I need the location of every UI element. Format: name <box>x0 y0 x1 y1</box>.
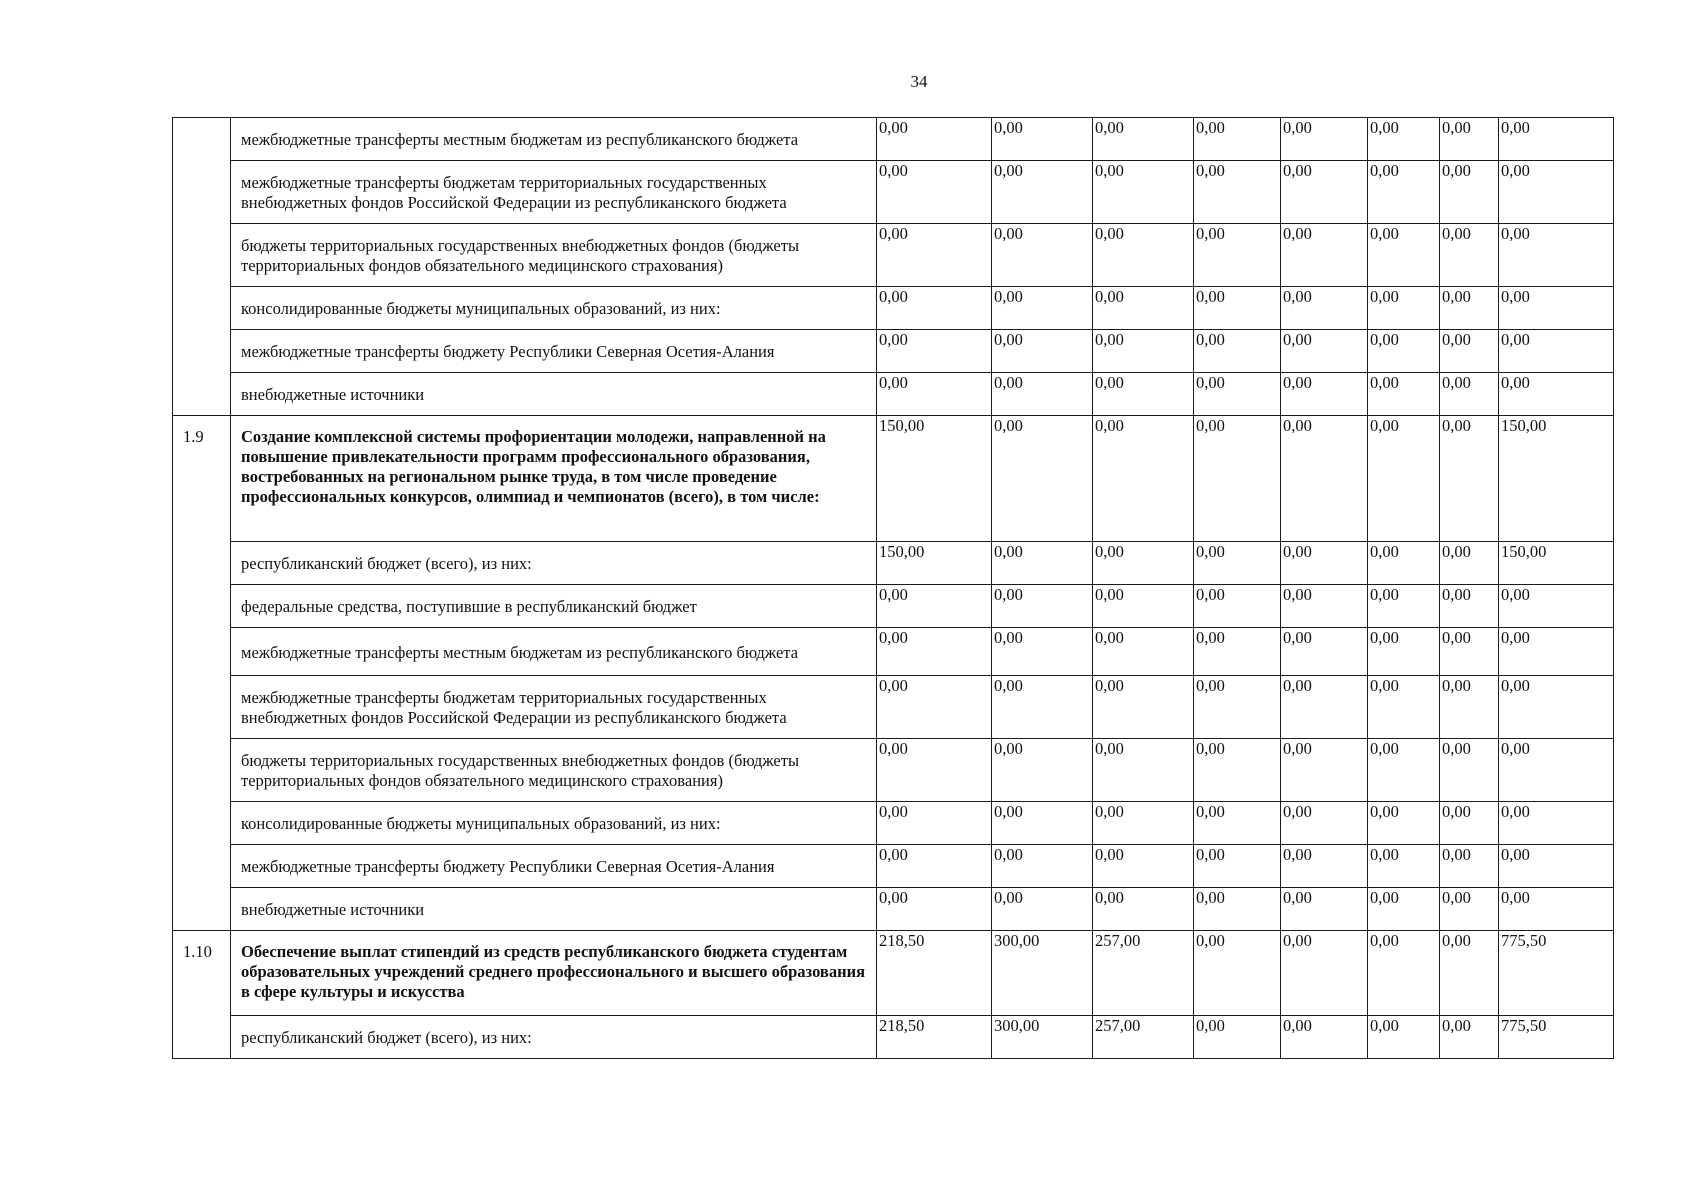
value-cell: 0,00 <box>1093 845 1194 888</box>
page-number: 34 <box>910 72 928 91</box>
value-cell: 0,00 <box>992 373 1093 416</box>
funding-source-cell: межбюджетные трансферты местным бюджетам из республиканского бюджета <box>231 628 877 676</box>
value-cell: 0,00 <box>1281 373 1368 416</box>
value-cell: 0,00 <box>1093 739 1194 802</box>
value-cell: 0,00 <box>992 676 1093 739</box>
table-row <box>173 585 1614 628</box>
funding-source-cell: межбюджетные трансферты бюджету Республики Северная Осетия-Алания <box>231 330 877 373</box>
value-cell: 0,00 <box>1093 373 1194 416</box>
total-value-cell: 0,00 <box>1499 373 1614 416</box>
value-cell: 0,00 <box>992 161 1093 224</box>
value-cell: 0,00 <box>877 287 992 330</box>
value-cell: 0,00 <box>1194 287 1281 330</box>
value-cell: 0,00 <box>1440 330 1499 373</box>
value-cell: 0,00 <box>1194 888 1281 931</box>
value-cell: 0,00 <box>877 330 992 373</box>
value-cell: 0,00 <box>1194 585 1281 628</box>
value-cell: 0,00 <box>1281 1016 1368 1059</box>
value-cell: 150,00 <box>877 416 992 542</box>
funding-source-cell: межбюджетные трансферты местным бюджетам из республиканского бюджета <box>231 118 877 161</box>
value-cell: 0,00 <box>1368 585 1440 628</box>
value-cell: 0,00 <box>992 628 1093 676</box>
value-cell: 0,00 <box>1368 739 1440 802</box>
funding-source-cell: межбюджетные трансферты бюджету Республики Северная Осетия-Алания <box>231 845 877 888</box>
value-cell: 0,00 <box>1440 542 1499 585</box>
value-cell: 0,00 <box>992 802 1093 845</box>
value-cell: 0,00 <box>1281 287 1368 330</box>
total-value-cell: 0,00 <box>1499 845 1614 888</box>
value-cell: 0,00 <box>992 888 1093 931</box>
total-value-cell: 0,00 <box>1499 676 1614 739</box>
total-value-cell: 0,00 <box>1499 330 1614 373</box>
value-cell: 0,00 <box>992 845 1093 888</box>
value-cell: 0,00 <box>877 628 992 676</box>
row-number-cell <box>173 118 231 161</box>
value-cell: 218,50 <box>877 1016 992 1059</box>
table-row <box>173 676 1614 739</box>
value-cell: 0,00 <box>992 118 1093 161</box>
value-cell: 0,00 <box>1440 888 1499 931</box>
item-title-cell: Обеспечение выплат стипендий из средств республиканского бюджета студентам образовательных учреждений среднего профессионального и высшего образования в сфере культуры и искусства <box>231 931 877 1016</box>
row-number-cell <box>173 802 231 845</box>
value-cell: 0,00 <box>1281 224 1368 287</box>
value-cell: 0,00 <box>1194 118 1281 161</box>
table-row <box>173 628 1614 676</box>
value-cell: 0,00 <box>877 373 992 416</box>
value-cell: 0,00 <box>1194 330 1281 373</box>
value-cell: 0,00 <box>1093 542 1194 585</box>
value-cell: 0,00 <box>1281 330 1368 373</box>
value-cell: 0,00 <box>1440 739 1499 802</box>
value-cell: 0,00 <box>992 416 1093 542</box>
value-cell: 0,00 <box>1440 118 1499 161</box>
value-cell: 0,00 <box>992 585 1093 628</box>
value-cell: 0,00 <box>877 585 992 628</box>
row-number-cell <box>173 224 231 287</box>
table-row <box>173 739 1614 802</box>
value-cell: 0,00 <box>1281 628 1368 676</box>
value-cell: 0,00 <box>1093 224 1194 287</box>
table-row <box>173 373 1614 416</box>
value-cell: 0,00 <box>1440 845 1499 888</box>
table-row <box>173 330 1614 373</box>
total-value-cell: 0,00 <box>1499 802 1614 845</box>
value-cell: 0,00 <box>1281 739 1368 802</box>
value-cell: 0,00 <box>1093 416 1194 542</box>
value-cell: 0,00 <box>1368 118 1440 161</box>
total-value-cell: 0,00 <box>1499 585 1614 628</box>
value-cell: 0,00 <box>1093 628 1194 676</box>
row-number-cell <box>173 542 231 585</box>
value-cell: 0,00 <box>877 676 992 739</box>
value-cell: 0,00 <box>1368 542 1440 585</box>
value-cell: 0,00 <box>992 542 1093 585</box>
value-cell: 0,00 <box>1194 739 1281 802</box>
value-cell: 0,00 <box>1368 287 1440 330</box>
table-row <box>173 287 1614 330</box>
value-cell: 0,00 <box>1281 161 1368 224</box>
value-cell: 0,00 <box>1368 373 1440 416</box>
value-cell: 0,00 <box>877 739 992 802</box>
value-cell: 0,00 <box>992 739 1093 802</box>
value-cell: 300,00 <box>992 1016 1093 1059</box>
value-cell: 0,00 <box>1368 845 1440 888</box>
value-cell: 0,00 <box>1194 931 1281 1016</box>
row-number-cell: 1.10 <box>173 931 231 1016</box>
value-cell: 0,00 <box>1093 161 1194 224</box>
value-cell: 0,00 <box>1440 416 1499 542</box>
value-cell: 0,00 <box>1368 931 1440 1016</box>
value-cell: 0,00 <box>1368 416 1440 542</box>
table-body <box>173 118 1614 1059</box>
funding-source-cell: консолидированные бюджеты муниципальных образований, из них: <box>231 802 877 845</box>
table-row <box>173 888 1614 931</box>
total-value-cell: 150,00 <box>1499 416 1614 542</box>
row-number-cell <box>173 161 231 224</box>
total-value-cell: 0,00 <box>1499 118 1614 161</box>
value-cell: 0,00 <box>1368 628 1440 676</box>
row-number-cell <box>173 1016 231 1059</box>
value-cell: 150,00 <box>877 542 992 585</box>
row-number-cell <box>173 373 231 416</box>
value-cell: 0,00 <box>1194 373 1281 416</box>
value-cell: 0,00 <box>992 287 1093 330</box>
value-cell: 0,00 <box>1281 416 1368 542</box>
value-cell: 0,00 <box>1368 888 1440 931</box>
value-cell: 257,00 <box>1093 1016 1194 1059</box>
value-cell: 0,00 <box>1281 845 1368 888</box>
total-value-cell: 0,00 <box>1499 888 1614 931</box>
value-cell: 0,00 <box>1281 802 1368 845</box>
item-title-cell: Создание комплексной системы профориентации молодежи, направленной на повышение привлекательности программ профессионального образования, востребованных на региональном рынке труда, в том числе проведение профессиональных конкурсов, олимпиад и чемпионатов (всего), в том числе: <box>231 416 877 542</box>
value-cell: 0,00 <box>1440 287 1499 330</box>
total-value-cell: 0,00 <box>1499 224 1614 287</box>
value-cell: 0,00 <box>1440 373 1499 416</box>
value-cell: 0,00 <box>1281 931 1368 1016</box>
table-row <box>173 161 1614 224</box>
value-cell: 0,00 <box>1093 676 1194 739</box>
budget-table <box>172 117 1614 1059</box>
value-cell: 0,00 <box>1194 416 1281 542</box>
value-cell: 0,00 <box>1440 1016 1499 1059</box>
funding-source-cell: межбюджетные трансферты бюджетам территориальных государственных внебюджетных фондов Российской Федерации из республиканского бюджета <box>231 161 877 224</box>
funding-source-cell: бюджеты территориальных государственных внебюджетных фондов (бюджеты территориальных фондов обязательного медицинского страхования) <box>231 224 877 287</box>
value-cell: 0,00 <box>1368 330 1440 373</box>
value-cell: 0,00 <box>1194 224 1281 287</box>
row-number-cell <box>173 888 231 931</box>
table-row <box>173 931 1614 1016</box>
total-value-cell: 150,00 <box>1499 542 1614 585</box>
value-cell: 0,00 <box>1093 118 1194 161</box>
funding-source-cell: бюджеты территориальных государственных внебюджетных фондов (бюджеты территориальных фондов обязательного медицинского страхования) <box>231 739 877 802</box>
value-cell: 0,00 <box>1440 585 1499 628</box>
value-cell: 0,00 <box>1194 542 1281 585</box>
row-number-cell <box>173 330 231 373</box>
row-number-cell <box>173 628 231 676</box>
funding-source-cell: консолидированные бюджеты муниципальных образований, из них: <box>231 287 877 330</box>
value-cell: 0,00 <box>1440 676 1499 739</box>
total-value-cell: 0,00 <box>1499 161 1614 224</box>
funding-source-cell: республиканский бюджет (всего), из них: <box>231 542 877 585</box>
row-number-cell <box>173 739 231 802</box>
value-cell: 0,00 <box>1281 585 1368 628</box>
row-number-cell <box>173 287 231 330</box>
value-cell: 300,00 <box>992 931 1093 1016</box>
table-row <box>173 416 1614 542</box>
table-row <box>173 224 1614 287</box>
value-cell: 0,00 <box>1440 628 1499 676</box>
value-cell: 0,00 <box>1368 161 1440 224</box>
value-cell: 0,00 <box>1368 224 1440 287</box>
value-cell: 0,00 <box>1093 330 1194 373</box>
value-cell: 0,00 <box>1093 888 1194 931</box>
table-row <box>173 542 1614 585</box>
value-cell: 0,00 <box>1093 802 1194 845</box>
table-row <box>173 802 1614 845</box>
value-cell: 0,00 <box>1093 287 1194 330</box>
value-cell: 0,00 <box>877 224 992 287</box>
funding-source-cell: федеральные средства, поступившие в республиканский бюджет <box>231 585 877 628</box>
value-cell: 0,00 <box>1368 676 1440 739</box>
value-cell: 0,00 <box>877 118 992 161</box>
table-row <box>173 118 1614 161</box>
value-cell: 0,00 <box>877 888 992 931</box>
table-row <box>173 845 1614 888</box>
total-value-cell: 775,50 <box>1499 931 1614 1016</box>
total-value-cell: 0,00 <box>1499 739 1614 802</box>
funding-source-cell: республиканский бюджет (всего), из них: <box>231 1016 877 1059</box>
table-row <box>173 1016 1614 1059</box>
funding-source-cell: межбюджетные трансферты бюджетам территориальных государственных внебюджетных фондов Российской Федерации из республиканского бюджета <box>231 676 877 739</box>
row-number-cell <box>173 845 231 888</box>
row-number-cell: 1.9 <box>173 416 231 542</box>
total-value-cell: 775,50 <box>1499 1016 1614 1059</box>
funding-source-cell: внебюджетные источники <box>231 373 877 416</box>
value-cell: 0,00 <box>877 845 992 888</box>
value-cell: 218,50 <box>877 931 992 1016</box>
row-number-cell <box>173 585 231 628</box>
funding-source-cell: внебюджетные источники <box>231 888 877 931</box>
value-cell: 0,00 <box>1440 802 1499 845</box>
value-cell: 0,00 <box>1194 1016 1281 1059</box>
value-cell: 0,00 <box>1368 802 1440 845</box>
value-cell: 0,00 <box>877 802 992 845</box>
total-value-cell: 0,00 <box>1499 287 1614 330</box>
value-cell: 257,00 <box>1093 931 1194 1016</box>
value-cell: 0,00 <box>1093 585 1194 628</box>
value-cell: 0,00 <box>877 161 992 224</box>
total-value-cell: 0,00 <box>1499 628 1614 676</box>
value-cell: 0,00 <box>1281 676 1368 739</box>
value-cell: 0,00 <box>992 330 1093 373</box>
value-cell: 0,00 <box>1368 1016 1440 1059</box>
value-cell: 0,00 <box>1440 224 1499 287</box>
value-cell: 0,00 <box>1194 802 1281 845</box>
value-cell: 0,00 <box>1194 628 1281 676</box>
value-cell: 0,00 <box>1194 676 1281 739</box>
value-cell: 0,00 <box>992 224 1093 287</box>
value-cell: 0,00 <box>1281 888 1368 931</box>
value-cell: 0,00 <box>1440 931 1499 1016</box>
value-cell: 0,00 <box>1281 118 1368 161</box>
row-number-cell <box>173 676 231 739</box>
value-cell: 0,00 <box>1440 161 1499 224</box>
value-cell: 0,00 <box>1194 845 1281 888</box>
value-cell: 0,00 <box>1281 542 1368 585</box>
value-cell: 0,00 <box>1194 161 1281 224</box>
